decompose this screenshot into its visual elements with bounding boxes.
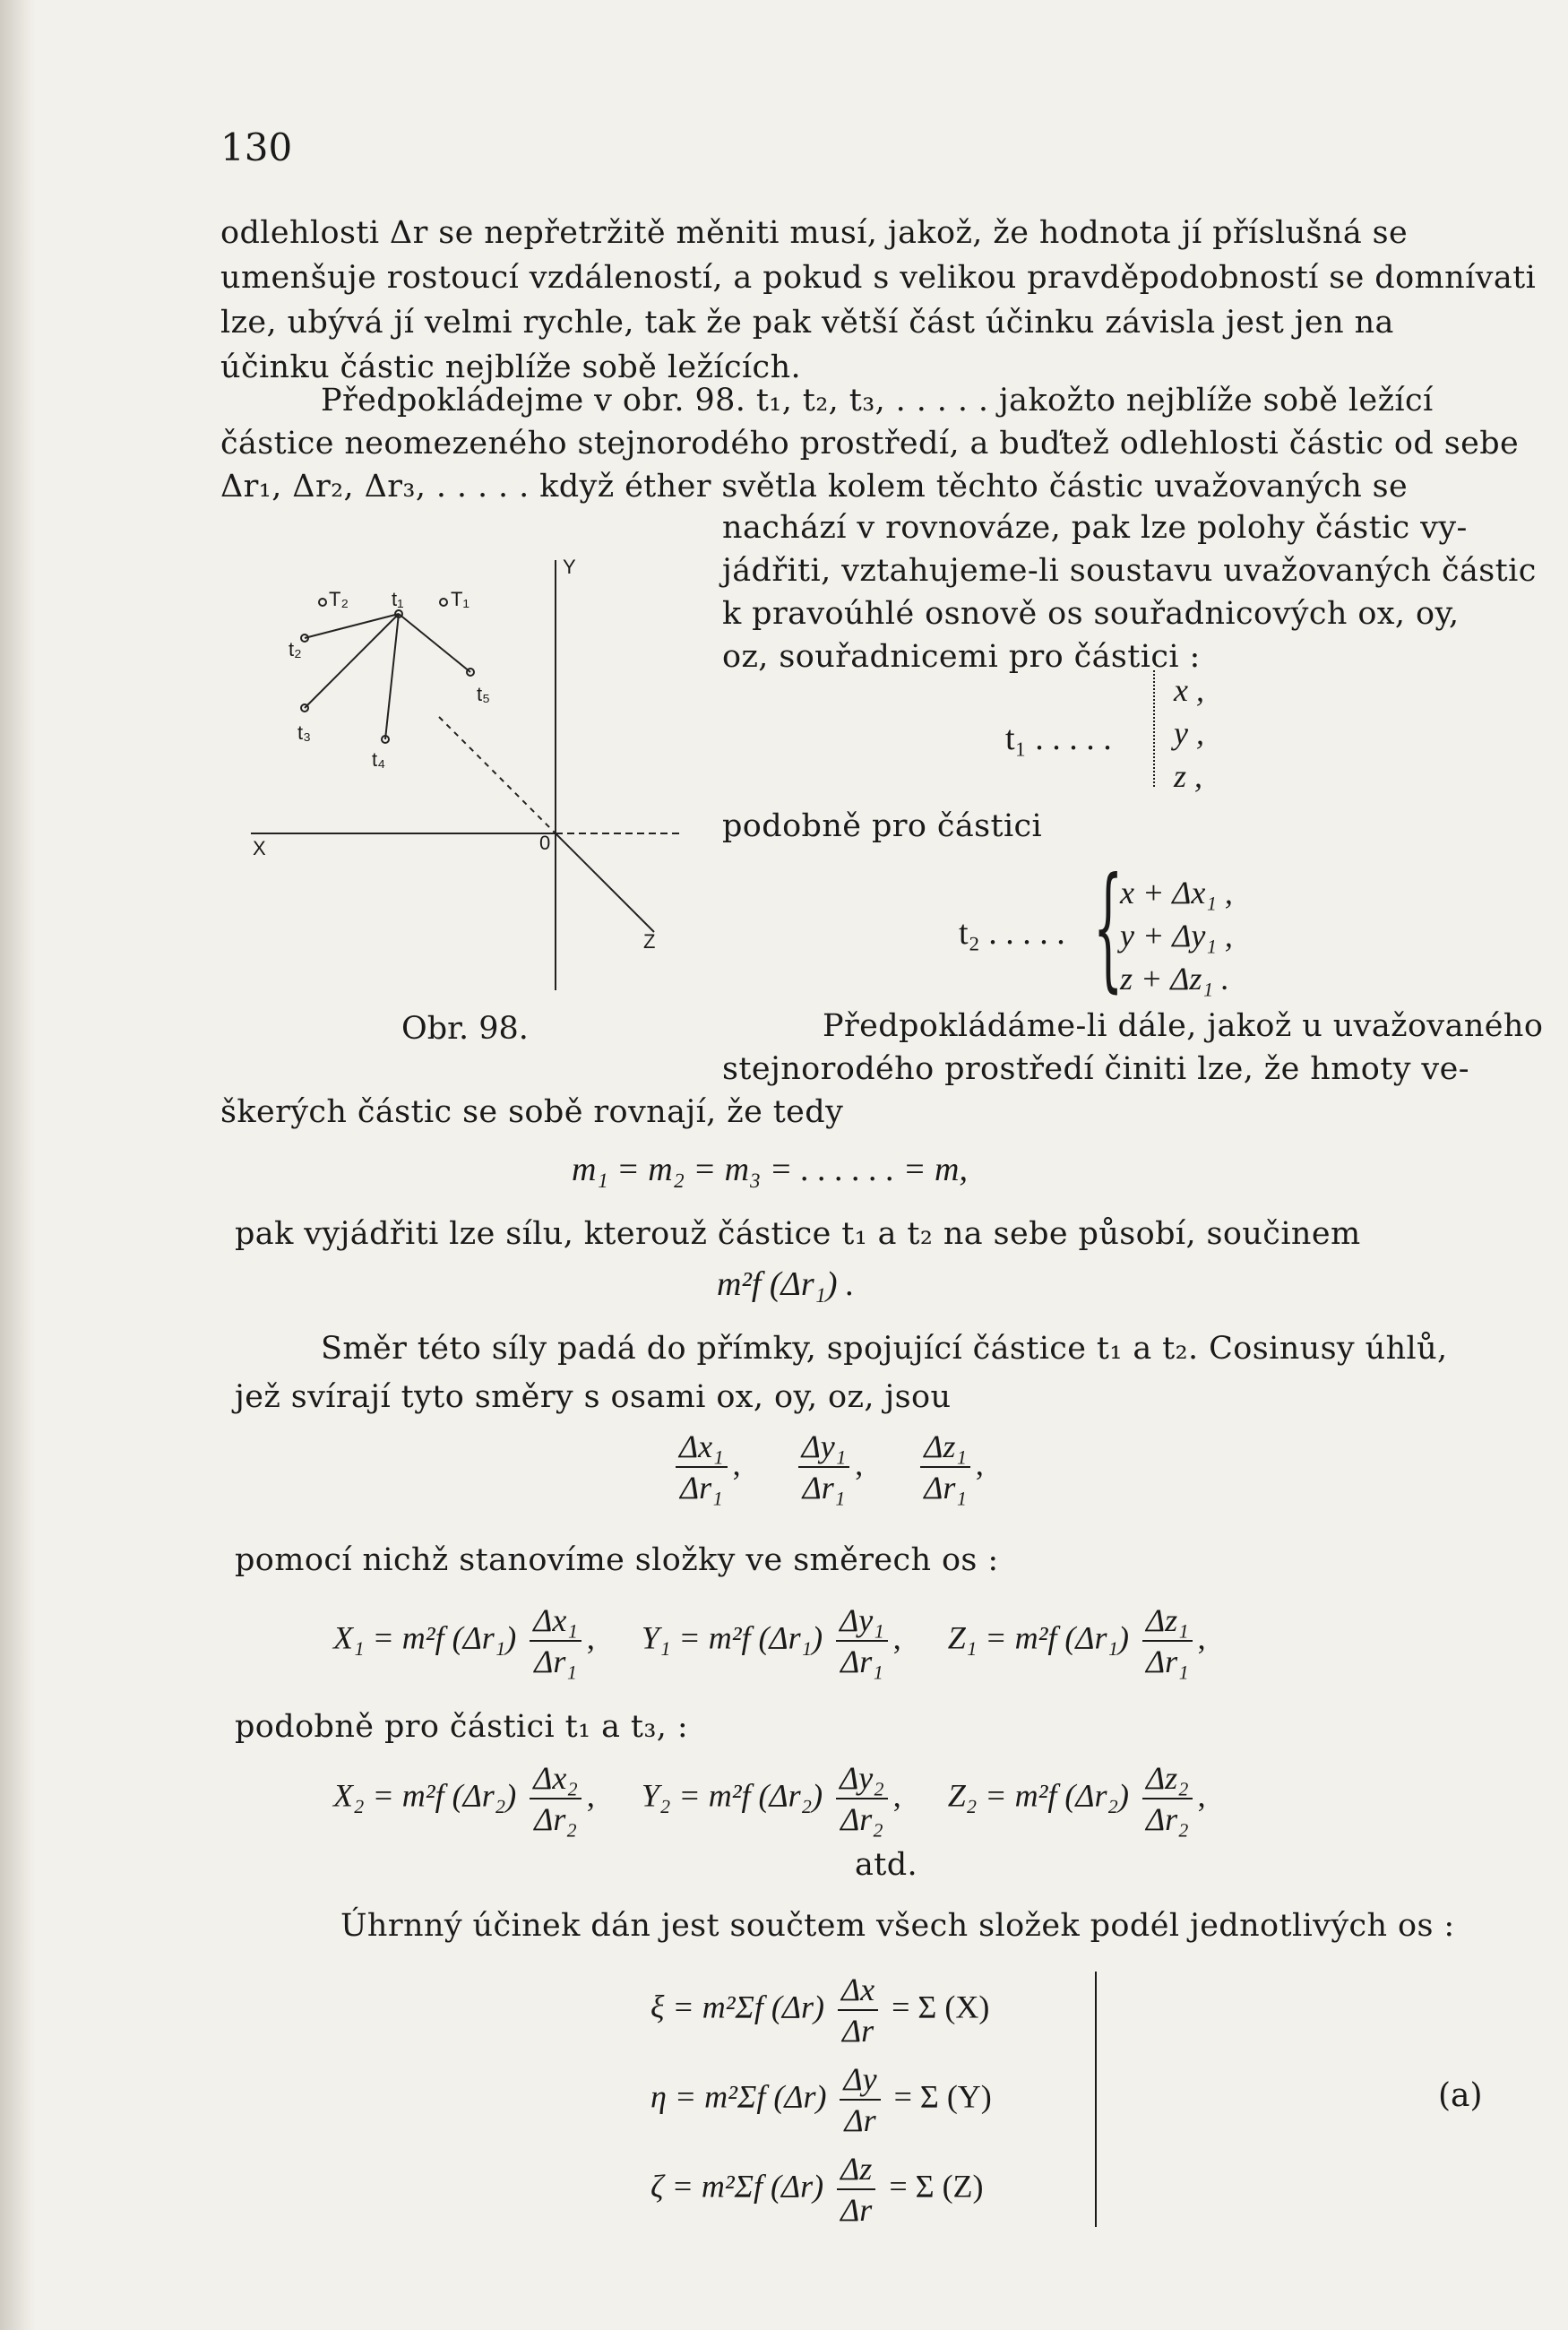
cos-x-sep: , [732,1445,741,1482]
sum-zeta-rhs: = Σ (Z) [889,2168,984,2205]
link-t1-t2 [305,614,399,638]
z2-num: Δz₂ [1142,1762,1193,1799]
y2-num: Δy₂ [836,1762,888,1799]
t1-bar [1153,670,1157,787]
x1-frac [530,1604,582,1678]
cos-y-den: Δr₁ [802,1470,846,1506]
label-T1: T₁ [451,588,470,610]
text-line-12: podobně pro částici [722,808,1043,844]
y1-frac [836,1604,888,1678]
y2-den: Δr₂ [840,1801,883,1837]
eq-sum-xi [650,1973,989,2047]
eq-cosines [670,1430,984,1504]
sum-eta-lhs: η = m²Σf (Δr) [650,2078,827,2115]
eq-masses: m₁ = m₂ = m₃ = . . . . . . = m, [572,1151,968,1188]
z2-frac [1142,1762,1193,1835]
cos-x [676,1430,728,1504]
label-t2: t₂ [289,638,302,660]
sum-xi-num: Δx [838,1973,878,2011]
z1-frac [1142,1604,1193,1678]
text-line-20: podobně pro částici t₁ a t₃, : [235,1709,689,1745]
label-z: Z [643,930,656,953]
t2-z: z + Δz₁ . [1120,961,1229,997]
point-T2 [319,599,326,606]
label-T2: T₂ [329,588,349,610]
y2-frac [836,1762,888,1835]
y1-num: Δy₁ [836,1604,888,1642]
page-number: 130 [220,125,293,169]
cos-y [798,1430,850,1504]
equation-tag: (a) [1438,2077,1483,2114]
cos-x-num: Δx₁ [676,1430,728,1468]
text-line-6: částice neomezeného stejnorodého prostředí, a buďtež odlehlosti částic od sebe [220,426,1520,462]
sum-zeta-lhs: ζ = m²Σf (Δr) [650,2168,824,2205]
text-line-22: Úhrnný účinek dán jest součtem všech složek podél jednotlivých os : [340,1908,1455,1944]
text-line-16: pak vyjádřiti lze sílu, kterouž částice t₁ a t₂ na sebe působí, součinem [235,1216,1361,1252]
y2-sep: , [892,1777,901,1814]
label-y: Y [563,556,576,578]
x1-den: Δr₁ [534,1644,577,1679]
z1-sep: , [1197,1619,1206,1656]
link-t1-t3 [305,614,399,708]
text-line-7: Δr₁, Δr₂, Δr₃, . . . . . když éther světla kolem těchto částic uvažovaných se [220,469,1409,505]
label-x: X [253,837,266,859]
eq-components-1 [333,1604,1206,1678]
label-origin: 0 [539,832,551,854]
text-line-3: lze, ubývá jí velmi rychle, tak že pak větší část účinku závisla jest jen na [220,305,1394,341]
cos-z-den: Δr₁ [924,1470,967,1506]
label-t5: t₅ [477,683,490,705]
cos-z [920,1430,970,1504]
x2-num: Δx₂ [530,1762,582,1799]
x1-lhs: X₁ = m²f (Δr₁) [333,1619,517,1656]
t1-z: z , [1174,758,1203,794]
t2-x: x + Δx₁ , [1120,875,1233,910]
z1-den: Δr₁ [1146,1644,1189,1679]
text-line-8: nachází v rovnováze, pak lze polohy částic vy- [722,510,1468,546]
z-axis [556,833,654,932]
cos-y-num: Δy₁ [798,1430,850,1468]
z1-num: Δz₁ [1142,1604,1193,1642]
t1-y: y , [1174,715,1204,751]
y2-lhs: Y₂ = m²f (Δr₂) [641,1777,823,1814]
text-line-5: Předpokládejme v obr. 98. t₁, t₂, t₃, . . . . . jakožto nejblíže sobě ležící [321,383,1434,419]
figure-obr-98 [242,538,690,995]
x1-sep: , [586,1619,595,1656]
y1-den: Δr₁ [840,1644,883,1679]
label-t3: t₃ [297,721,312,744]
text-line-10: k pravoúhlé osnově os souřadnicových ox, oy, [722,596,1460,632]
text-line-18: jež svírají tyto směry s osami ox, oy, oz, jsou [235,1379,952,1415]
point-T1 [440,599,447,606]
sum-zeta-frac [837,2153,875,2226]
scan-edge [0,0,36,2330]
link-t1-t5 [399,614,470,672]
eq-sum-eta [650,2063,992,2136]
y1-sep: , [892,1619,901,1656]
t1-label: t₁ . . . . . [1005,720,1112,757]
sum-brace-right [1095,1972,1097,2227]
x2-frac [530,1762,582,1835]
text-line-11: oz, souřadnicemi pro částici : [722,639,1201,675]
t2-brace: { [1093,850,1124,1005]
text-line-14: stejnorodého prostředí činiti lze, že hmoty ve- [722,1051,1469,1087]
text-line-13: Předpokládáme-li dále, jakož u uvažovaného [823,1008,1544,1044]
sum-xi-frac [838,1973,878,2047]
y1-lhs: Y₁ = m²f (Δr₁) [641,1619,823,1656]
text-line-19: pomocí nichž stanovíme složky ve směrech os : [235,1542,999,1578]
cos-z-sep: , [975,1445,984,1482]
sum-eta-rhs: = Σ (Y) [893,2078,992,2115]
sum-zeta-num: Δz [837,2153,875,2190]
label-t1: t₁ [392,588,404,610]
sum-eta-num: Δy [840,2063,880,2101]
sum-xi-rhs: = Σ (X) [892,1989,990,2025]
figure-caption: Obr. 98. [401,1011,529,1047]
z-axis-dashed [439,717,556,833]
x2-lhs: X₂ = m²f (Δr₂) [333,1777,517,1814]
eq-components-2 [333,1762,1206,1835]
cos-z-num: Δz₁ [920,1430,970,1468]
t1-x: x , [1174,672,1204,708]
link-t1-t4 [385,614,399,739]
eq-sum-zeta [650,2153,984,2226]
z1-lhs: Z₁ = m²f (Δr₁) [947,1619,1130,1656]
sum-zeta-den: Δr [840,2192,873,2228]
t2-label: t₂ . . . . . [959,914,1065,952]
text-line-1: odlehlosti Δr se nepřetržitě měniti musí, jakož, že hodnota jí příslušná se [220,215,1409,251]
sum-xi-den: Δr [842,2013,874,2049]
z2-den: Δr₂ [1146,1801,1189,1837]
z2-sep: , [1197,1777,1206,1814]
label-t4: t₄ [372,748,386,771]
text-line-4: účinku částic nejblíže sobě ležících. [220,350,802,385]
text-line-17: Směr této síly padá do přímky, spojující částice t₁ a t₂. Cosinusy úhlů, [321,1331,1448,1367]
text-line-15: škerých částic se sobě rovnají, že tedy [220,1094,844,1130]
cos-x-den: Δr₁ [679,1470,723,1506]
text-line-21: atd. [855,1847,918,1883]
z2-lhs: Z₂ = m²f (Δr₂) [947,1777,1130,1814]
eq-force: m²f (Δr₁) . [717,1265,855,1303]
x2-den: Δr₂ [534,1801,577,1837]
x2-sep: , [586,1777,595,1814]
text-line-9: jádřiti, vztahujeme-li soustavu uvažovaných částic [722,553,1537,589]
x1-num: Δx₁ [530,1604,582,1642]
text-line-2: umenšuje rostoucí vzdáleností, a pokud s velikou pravděpodobností se domnívati [220,260,1537,296]
t2-y: y + Δy₁ , [1120,918,1233,954]
sum-eta-den: Δr [844,2102,876,2138]
cos-y-sep: , [855,1445,864,1482]
sum-xi-lhs: ξ = m²Σf (Δr) [650,1989,825,2025]
sum-eta-frac [840,2063,880,2136]
